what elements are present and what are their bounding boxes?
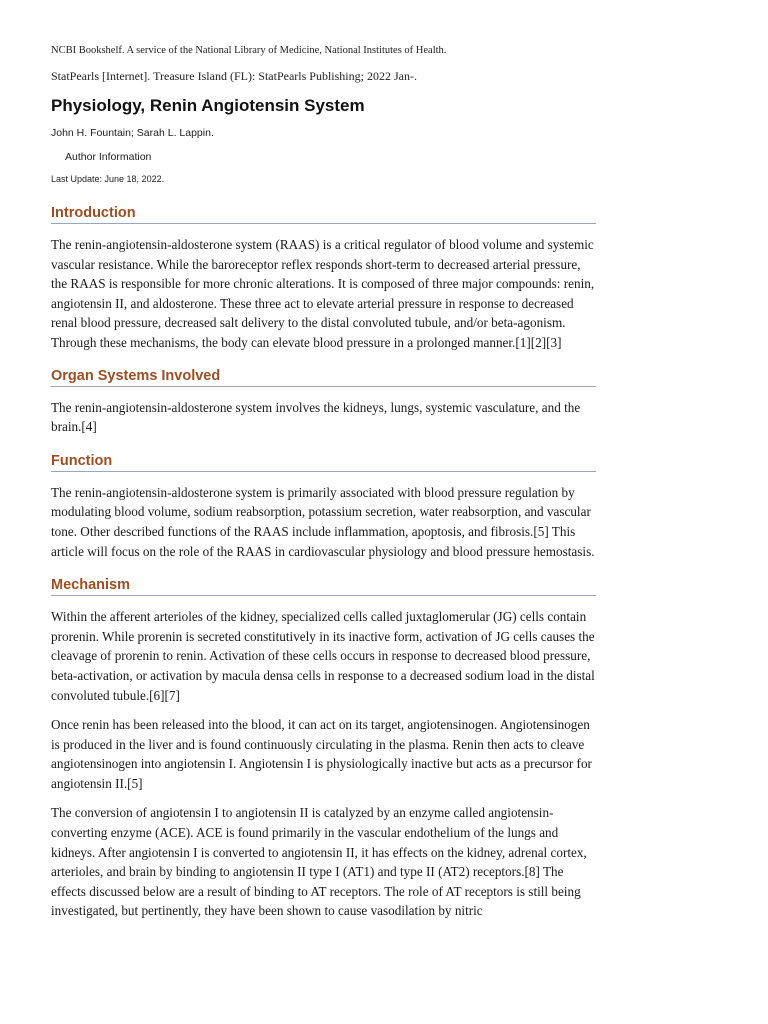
section-heading: Organ Systems Involved [51,367,596,387]
paragraph: Once renin has been released into the blood, it can act on its target, angiotensinogen. Angiotensinogen is produced in the liver and is found continuously circulating in the plasma. Renin then acts to cleave angiotensinogen into angiotensin I. Angiotensin I is physiologically inactive but acts as a precursor for angiotensin II.[5] [51,717,592,791]
paragraph: Within the afferent arterioles of the kidney, specialized cells called juxtaglomerular (JG) cells contain prorenin. While prorenin is secreted constitutively in its inactive form, activation of JG cells causes the cleavage of prorenin to renin. Activation of these cells occurs in response to decreased blood pressure, beta-activation, or activation by macula densa cells in response to a decreased sodium load in the distal convoluted tubule.[6][7] [51,609,595,703]
last-update-date: Last Update: June 18, 2022. [51,174,165,184]
section-mechanism [51,576,596,921]
document-page [51,44,596,921]
author-information-link[interactable]: Author Information [65,151,152,163]
citation-line: StatPearls [Internet]. Treasure Island (FL): StatPearls Publishing; 2022 Jan-. [51,69,417,83]
paragraph: The renin-angiotensin-aldosterone system involves the kidneys, lungs, systemic vasculature, and the brain.[4] [51,399,581,435]
bookshelf-notice: NCBI Bookshelf. A service of the National Library of Medicine, National Institutes of Health. [51,45,447,56]
author-list: John H. Fountain; Sarah L. Lappin. [51,127,214,139]
section-heading: Mechanism [51,576,596,596]
paragraph: The renin-angiotensin-aldosterone system (RAAS) is a critical regulator of blood volume and systemic vascular resistance. While the baroreceptor reflex responds short-term to decreased arterial pressure, the RAAS is responsible for more chronic alterations. It is composed of three major compounds: renin, angiotensin II, and aldosterone. These three act to elevate arterial pressure in response to decreased renal blood pressure, decreased salt delivery to the distal convoluted tubule, and/or beta-agonism. Through these mechanisms, the body can elevate blood pressure in a prolonged manner.[1][2][3] [51,237,595,350]
section-heading: Introduction [51,204,596,224]
paragraph: The conversion of angiotensin I to angiotensin II is catalyzed by an enzyme called angiotensin-converting enzyme (ACE). ACE is found primarily in the vascular endothelium of the lungs and kidneys. After angiotensin I is converted to angiotensin II, it has effects on the kidney, adrenal cortex, arterioles, and brain by binding to angiotensin II type I (AT1) and type II (AT2) receptors.[8] The effects discussed below are a result of binding to AT receptors. The role of AT receptors is still being investigated, but pertinently, they have been shown to cause vasodilation by nitric [51,805,587,919]
section-function [51,452,596,561]
section-heading: Function [51,452,596,472]
paragraph: The renin-angiotensin-aldosterone system is primarily associated with blood pressure regulation by modulating blood volume, sodium reabsorption, potassium secretion, water reabsorption, and vascular tone. Other described functions of the RAAS include inflammation, apoptosis, and fibrosis.[5] This article will focus on the role of the RAAS in cardiovascular physiology and blood pressure hemostasis. [51,484,595,559]
page-title: Physiology, Renin Angiotensin System [51,96,365,115]
section-organ-systems [51,367,596,437]
section-introduction [51,204,596,353]
